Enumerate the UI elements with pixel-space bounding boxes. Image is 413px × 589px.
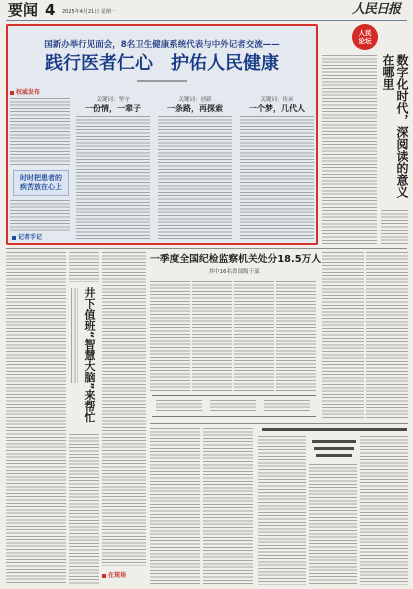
label-reporter-notes: [12, 234, 42, 241]
discipline-subhead: 其中16名省部级干部: [208, 269, 260, 275]
discipline-headline: 一季度全国纪检监察机关处分18.5万人: [150, 254, 322, 265]
section-subhead: 一个梦，几代人: [249, 104, 305, 113]
text-column: [69, 434, 99, 585]
section-subhead: 一条路，再探索: [167, 104, 223, 113]
text-column: [322, 252, 364, 420]
headline-line: [312, 440, 356, 443]
section-keyword: 关键词：创新: [178, 97, 212, 103]
feature-section-1: [76, 97, 150, 113]
text-column: [158, 116, 232, 240]
text-column: [264, 400, 310, 412]
text-column: [6, 252, 66, 585]
section-title: 要闻: [8, 1, 39, 19]
mine-kicker: [71, 288, 78, 383]
headline-line: [262, 428, 407, 431]
label-text: 记者手记: [18, 234, 43, 241]
text-column: [192, 281, 232, 392]
feature-sidebar-quote: 时时把患者的疾苦放在心上: [13, 170, 69, 196]
text-column: [69, 252, 99, 282]
text-column: [203, 428, 253, 585]
text-column: [360, 436, 408, 585]
page-number: 4: [45, 1, 56, 19]
text-column: [309, 464, 357, 585]
feature-section-2: [158, 97, 232, 113]
feature-section-3: [240, 97, 314, 113]
text-column: [102, 252, 146, 566]
text-column: [150, 428, 200, 585]
text-column: [381, 210, 408, 245]
feature-headline: 践行医者仁心 护佑人民健康: [45, 53, 279, 74]
text-column: [234, 281, 274, 392]
label-text: 权威发布: [16, 89, 41, 96]
section-keyword: 关键词：坚守: [96, 97, 130, 103]
header-divider: [6, 20, 407, 21]
mine-headline: 井下值班“智慧大脑”来帮忙: [83, 287, 96, 423]
text-column: [10, 200, 70, 232]
text-column: [150, 281, 190, 392]
text-column: [366, 252, 408, 420]
label-marker-icon: [102, 574, 106, 578]
section-divider: [150, 423, 408, 424]
text-column: [322, 55, 377, 245]
text-column: [76, 116, 150, 240]
headline-line: [316, 454, 352, 457]
forum-headline: 数字化时代，深阅读的意义在哪里: [381, 54, 409, 198]
feature-kicker: 国新办举行见面会，8名卫生健康系统代表与中外记者交流——: [44, 40, 280, 50]
text-column: [210, 400, 256, 412]
text-column: [240, 116, 314, 240]
label-authoritative-release: [10, 89, 40, 96]
label-marker-icon: [12, 236, 16, 240]
text-column: [156, 400, 202, 412]
text-column: [276, 281, 316, 392]
newspaper-logo: 人民日报: [352, 2, 401, 17]
section-keyword: 关键词：传承: [260, 97, 294, 103]
text-column: [258, 436, 306, 585]
label-marker-icon: [10, 91, 14, 95]
headline-line: [314, 447, 354, 450]
text-column: [10, 98, 70, 166]
label-text: 在现场: [108, 572, 127, 579]
label-on-site: [102, 572, 126, 579]
forum-badge: 人民论坛: [352, 24, 378, 50]
issue-date: 2025年4月21日 星期一: [62, 9, 116, 15]
section-subhead: 一份情，一辈子: [85, 104, 141, 113]
section-divider: [6, 248, 407, 249]
credits-box: [152, 395, 316, 417]
feature-byline: [137, 80, 187, 82]
